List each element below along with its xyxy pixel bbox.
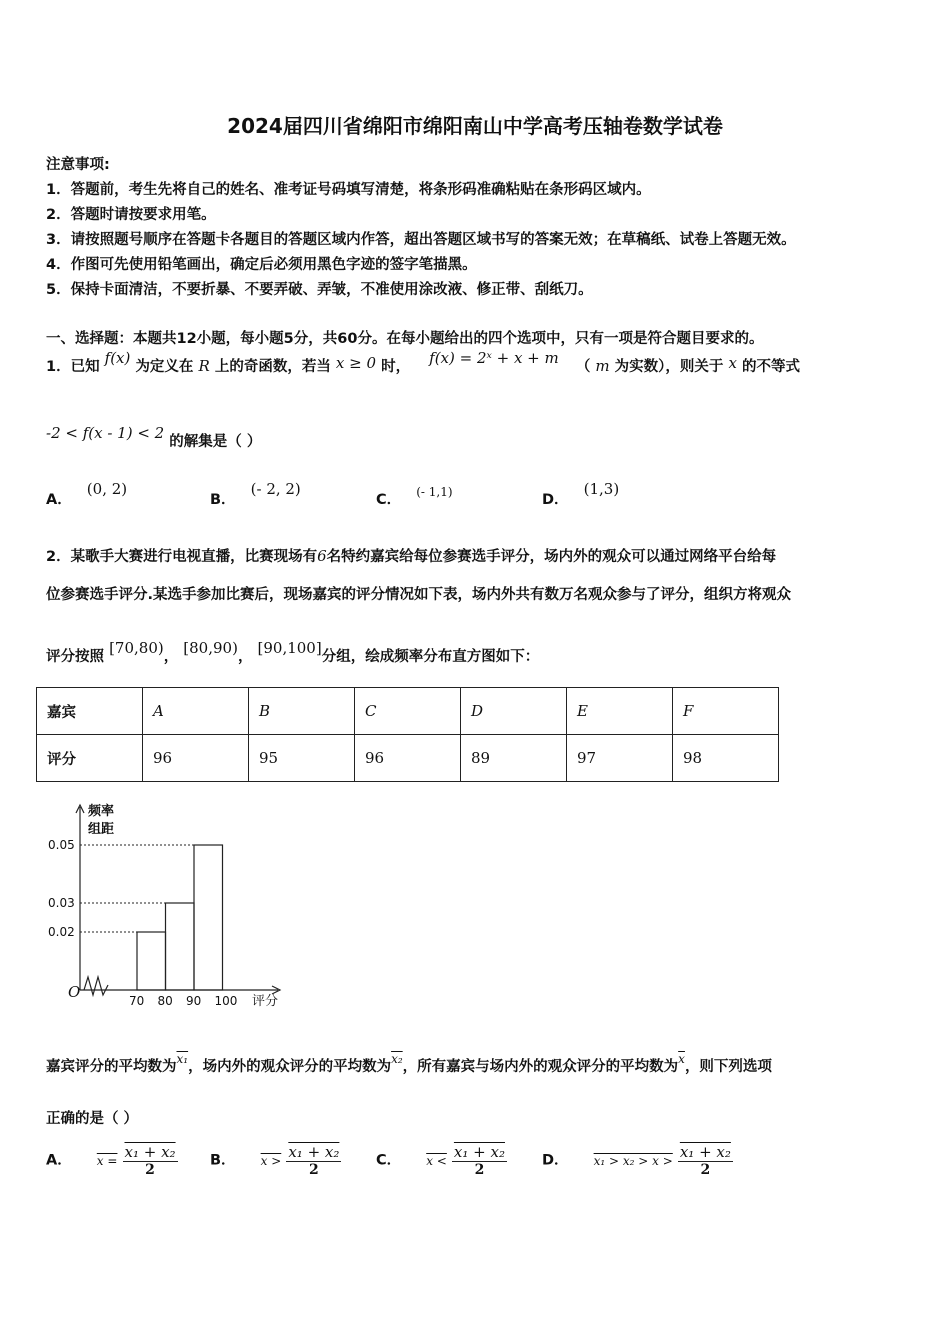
option-label: C． [376, 492, 402, 508]
option-lhs: x < [426, 1153, 447, 1168]
q2-interval-3: [90,100] [257, 639, 322, 657]
option-lhs: x > [260, 1153, 282, 1168]
question-2-line2: 位参赛选手评分.某选手参加比赛后，现场嘉宾的评分情况如下表，场内外共有数万名观众参与了评分，组织方将观众 [46, 587, 792, 603]
q2-text: 2．某歌手大赛进行电视直播，比赛现场有 [46, 549, 318, 565]
q1-text: 时， [381, 359, 411, 375]
q1-text: 为实数），则关于 [614, 359, 724, 375]
y-tick-label: 0.05 [48, 838, 75, 852]
question-1-stem [46, 349, 801, 376]
notice-item: 1．答题前，考生先将自己的姓名、准考证号码填写清楚，将条形码准确粘贴在条形码区域内。 [46, 182, 651, 198]
q1-option-d[interactable] [542, 480, 620, 509]
notice-heading: 注意事项: [46, 157, 110, 173]
q1-fx: f(x) [104, 349, 131, 367]
histogram-bar [137, 932, 166, 990]
option-lhs: x = [96, 1153, 118, 1168]
table-cell: F [673, 688, 779, 735]
table-cell: C [355, 688, 461, 735]
question-2-line1 [46, 545, 776, 566]
table-cell: B [249, 688, 355, 735]
fraction-numerator: x₁ + x₂ [288, 1143, 340, 1161]
option-value: (1,3) [583, 480, 620, 498]
q1-formula: f(x) = 2ˣ + x + m [429, 349, 559, 367]
q1-text: 1．已知 [46, 359, 100, 375]
q2-text: 评分按照 [46, 649, 104, 665]
x-tick-label: 100 [214, 994, 238, 1008]
q1-m: m [595, 357, 610, 375]
chart-ylabel-top: 频率 [88, 804, 115, 819]
q2-comma: ， [163, 649, 179, 665]
notice-item: 4．作图可先使用铅笔画出，确定后必须用黑色字迹的签字笔描黑。 [46, 257, 477, 273]
table-cell: 96 [355, 735, 461, 782]
option-lhs: x₁ > x₂ > x > [593, 1153, 673, 1168]
option-fraction [678, 1143, 733, 1178]
fraction-numerator: x₁ + x₂ [453, 1143, 505, 1161]
notice-item: 3．请按照题号顺序在答题卡各题目的答题区域内作答，超出答题区域书写的答案无效；在草稿纸、试卷上答题无效。 [46, 232, 796, 248]
chart-origin: O [68, 983, 81, 1001]
question-2-line4 [46, 1052, 772, 1076]
option-fraction [123, 1143, 178, 1178]
q2-option-a[interactable] [46, 1143, 178, 1178]
option-fraction [286, 1143, 341, 1178]
q2-text: ，则下列选项 [684, 1059, 772, 1075]
table-header-cell: 评分 [37, 735, 143, 782]
q1-text: 的解集是（ ） [169, 434, 262, 450]
option-label: A． [46, 492, 72, 508]
q1-text: 的不等式 [742, 359, 801, 375]
option-value: (0, 2) [86, 480, 128, 498]
y-tick-label: 0.02 [48, 925, 75, 939]
q2-text: 分组，绘成频率分布直方图如下： [321, 649, 540, 665]
table-cell: 96 [143, 735, 249, 782]
q2-option-c[interactable] [376, 1143, 507, 1178]
q2-comma: ， [237, 649, 253, 665]
q2-six: 6 [317, 547, 327, 565]
fraction-denominator: 2 [145, 1162, 155, 1178]
option-value: (- 1,1) [416, 485, 453, 499]
q2-interval-2: [80,90) [183, 639, 238, 657]
x-tick-label: 90 [186, 994, 202, 1008]
q1-R: R [198, 357, 210, 375]
q1-option-a[interactable] [46, 480, 128, 509]
histogram-bar [194, 845, 223, 990]
table-row [37, 735, 779, 782]
section-heading: 一、选择题：本题共12小题，每小题5分，共60分。在每小题给出的四个选项中，只有一项是符合题目要求的。 [46, 331, 764, 347]
q2-x2-bar: x₂ [391, 1052, 403, 1066]
notice-item: 5．保持卡面清洁，不要折暴、不要弄破、弄皱，不准使用涂改液、修正带、刮纸刀。 [46, 282, 593, 298]
table-cell: 95 [249, 735, 355, 782]
x-tick-label: 70 [129, 994, 145, 1008]
option-fraction [452, 1143, 507, 1178]
q1-ineq: -2 < f(x - 1) < 2 [46, 424, 165, 442]
q1-text: （ [575, 359, 591, 375]
option-label: D． [542, 1152, 569, 1169]
table-cell: E [567, 688, 673, 735]
fraction-numerator: x₁ + x₂ [679, 1143, 731, 1161]
option-value: (- 2, 2) [250, 480, 301, 498]
table-header-cell: 嘉宾 [37, 688, 143, 735]
q1-text: 上的奇函数，若当 [214, 359, 331, 375]
q2-text: 名特约嘉宾给每位参赛选手评分，场内外的观众可以通过网络平台给每 [326, 549, 777, 565]
chart-ylabel-bottom: 组距 [88, 822, 115, 837]
option-label: B． [210, 1152, 236, 1169]
q2-text: 嘉宾评分的平均数为 [46, 1059, 177, 1075]
option-label: D． [542, 492, 569, 508]
q2-x-bar: x [678, 1052, 685, 1066]
question-2-line5: 正确的是（ ） [46, 1111, 139, 1127]
option-label: A． [46, 1152, 72, 1169]
x-tick-label: 80 [157, 994, 173, 1008]
table-cell: A [143, 688, 249, 735]
q2-interval-1: [70,80) [109, 639, 164, 657]
q2-option-b[interactable] [210, 1143, 341, 1178]
q2-x1-bar: x₁ [176, 1052, 189, 1066]
option-label: C． [376, 1152, 402, 1169]
table-cell: 97 [567, 735, 673, 782]
table-cell: D [461, 688, 567, 735]
chart-axis-break [84, 977, 108, 995]
score-table [36, 687, 779, 782]
frequency-histogram [40, 795, 300, 1015]
option-label: B． [210, 492, 236, 508]
notice-item: 2．答题时请按要求用笔。 [46, 207, 216, 223]
table-cell: 89 [461, 735, 567, 782]
y-tick-label: 0.03 [48, 896, 75, 910]
q1-option-b[interactable] [210, 480, 301, 509]
fraction-denominator: 2 [308, 1162, 319, 1178]
q2-text: ，场内外的观众评分的平均数为 [188, 1059, 392, 1075]
q1-x: x [728, 354, 737, 372]
chart-xlabel: 评分 [252, 994, 279, 1009]
q1-condition: x ≥ 0 [335, 354, 377, 372]
fraction-numerator: x₁ + x₂ [124, 1143, 176, 1161]
question-1-inequality [46, 424, 262, 451]
histogram-bar [166, 903, 195, 990]
table-cell: 98 [673, 735, 779, 782]
table-row [37, 688, 779, 735]
fraction-denominator: 2 [474, 1162, 485, 1178]
fraction-denominator: 2 [700, 1162, 711, 1178]
q1-option-c[interactable] [376, 485, 453, 509]
q2-text: ，所有嘉宾与场内外的观众评分的平均数为 [402, 1059, 679, 1075]
question-2-line3 [46, 639, 540, 666]
q2-option-d[interactable] [542, 1143, 733, 1178]
page-title: 2024届四川省绵阳市绵阳南山中学高考压轴卷数学试卷 [227, 114, 723, 138]
q1-text: 为定义在 [135, 359, 194, 375]
